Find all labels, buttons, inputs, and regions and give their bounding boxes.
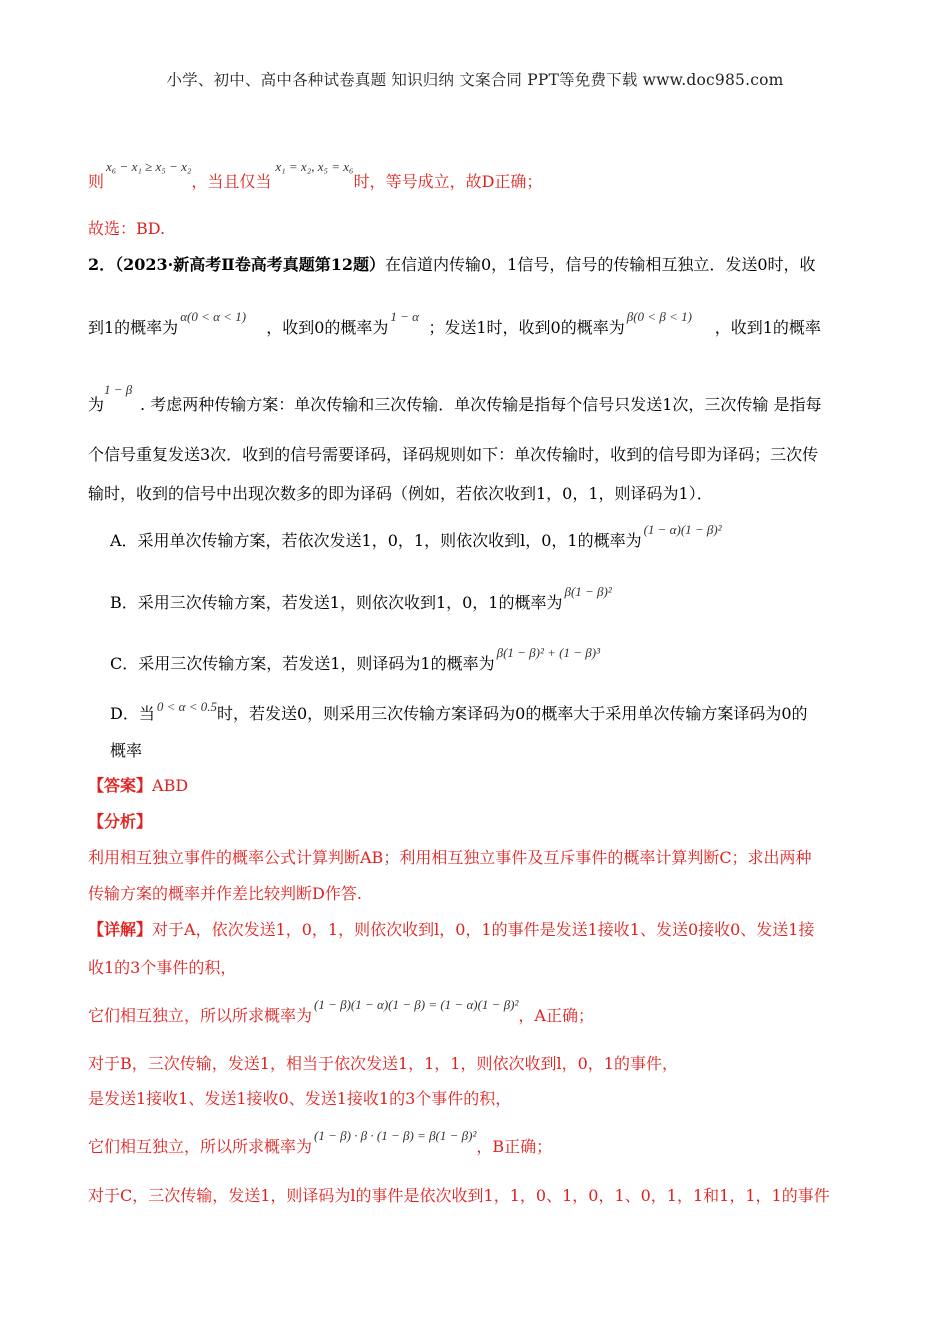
detail-math-a: (1 − β)(1 − α)(1 − β) = (1 − α)(1 − β)² (314, 997, 519, 1012)
question-text-2d: ，收到1的概率 (714, 318, 821, 337)
option-c (110, 645, 600, 675)
detail-text-6a: 它们相互独立，所以所求概率为 (88, 1137, 313, 1156)
detail-line-3 (88, 997, 594, 1027)
detail-text-6b: ，B正确； (476, 1137, 553, 1156)
option-c-text: C．采用三次传输方案，若发送1，则译码为1的概率为 (110, 654, 495, 673)
question-source: （2023·新高考Ⅱ卷高考真题第12题） (115, 255, 385, 274)
option-d-text-b: 时，若发送0，则采用三次传输方案译码为0的概率大于采用单次传输方案译码为0的 (216, 704, 808, 723)
detail-label: 【详解】 (88, 920, 153, 939)
page-header: 小学、初中、高中各种试卷真题 知识归纳 文案合同 PPT等免费下载 www.doc985.com (166, 71, 784, 89)
question-text-2c: ；发送1时，收到0的概率为 (428, 318, 625, 337)
option-d-continued: 概率 (110, 741, 143, 760)
detail-line-2: 收1的3个事件的积， (88, 958, 237, 977)
analysis-line-1: 利用相互独立事件的概率公式计算判断AB；利用相互独立事件及互斥事件的概率计算判断C；求出两种 (88, 848, 812, 867)
option-b-text: B．采用三次传输方案，若发送1，则依次收到1，0，1的概率为 (110, 593, 563, 612)
answer-label: 【答案】 (88, 776, 153, 795)
question-line-5: 输时，收到的信号中出现次数多的即为译码（例如，若依次收到1，0，1，则译码为1）． (88, 484, 713, 503)
detail-line-6 (88, 1128, 553, 1158)
detail-line-1 (88, 920, 815, 940)
math-beta-range: β(0 < β < 1) (626, 309, 692, 324)
option-d-math: 0 < α < 0.5 (156, 699, 217, 714)
option-a-text: A．采用单次传输方案，若依次发送1，0，1，则依次收到l，0，1的概率为 (110, 531, 642, 550)
prev-equality-line (88, 159, 543, 193)
detail-text-1: 对于A，依次发送1，0，1，则依次收到l，0，1的事件是发送1接收1、发送0接收0、发送1接 (152, 920, 815, 939)
question-text-1: 在信道内传输0，1信号，信号的传输相互独立．发送0时，收 (385, 255, 816, 274)
question-text-3a: 为 (88, 395, 105, 414)
prev-math-condition: x₁ = x₂, x₅ = x₆ (275, 159, 354, 174)
prev-math-inequality: x₆ − x₁ ≥ x₅ − x₂ (106, 159, 192, 174)
option-b (110, 584, 612, 614)
prev-conclusion: 时，等号成立，故D正确； (353, 172, 543, 191)
option-b-math: β(1 − β)² (564, 584, 612, 599)
question-line-3 (88, 382, 822, 416)
prev-choice-line: 故选：BD. (88, 219, 166, 238)
question-line-4: 个信号重复发送3次．收到的信号需要译码，译码规则如下：单次传输时，收到的信号即为译码；三次传 (88, 445, 819, 464)
detail-math-b: (1 − β) · β · (1 − β) = β(1 − β)² (314, 1128, 477, 1143)
math-one-minus-beta: 1 − β (104, 382, 133, 397)
detail-text-3b: ，A正确； (518, 1006, 594, 1025)
detail-line-5: 是发送1接收1、发送1接收0、发送1接收1的3个事件的积， (88, 1089, 512, 1108)
option-a (110, 522, 722, 552)
question-line-2 (88, 309, 821, 339)
detail-line-4: 对于B，三次传输，发送1，相当于依次发送1，1，1，则依次收到l，0，1的事件， (88, 1054, 678, 1073)
prev-ze: 则 (88, 172, 105, 191)
detail-line-7: 对于C，三次传输，发送1，则译码为l的事件是依次收到1，1，0、1，0，1、0，1，1和1，1，1的事件 (88, 1186, 830, 1205)
question-text-3b: . 考虑两种传输方案：单次传输和三次传输．单次传输是指每个信号只发送1次，三次传输 是指每 (140, 395, 822, 414)
answer-value: ABD (152, 776, 189, 795)
detail-text-3a: 它们相互独立，所以所求概率为 (88, 1006, 313, 1025)
math-alpha-range: α(0 < α < 1) (180, 309, 247, 324)
question-number: 2． (88, 255, 116, 274)
option-a-math: (1 − α)(1 − β)² (643, 522, 722, 537)
analysis-label: 【分析】 (88, 812, 153, 831)
question-line-1 (88, 255, 816, 275)
option-d-text-a: D．当 (110, 704, 155, 723)
analysis-line-2: 传输方案的概率并作差比较判断D作答. (88, 884, 362, 903)
answer-line (88, 776, 188, 796)
math-one-minus-alpha: 1 − α (390, 309, 419, 324)
option-d (110, 699, 808, 725)
question-text-2a: 到1的概率为 (88, 318, 179, 337)
question-text-2b: ，收到0的概率为 (266, 318, 389, 337)
prev-condition-label: ，当且仅当 (191, 172, 272, 191)
option-c-math: β(1 − β)² + (1 − β)³ (496, 645, 600, 660)
